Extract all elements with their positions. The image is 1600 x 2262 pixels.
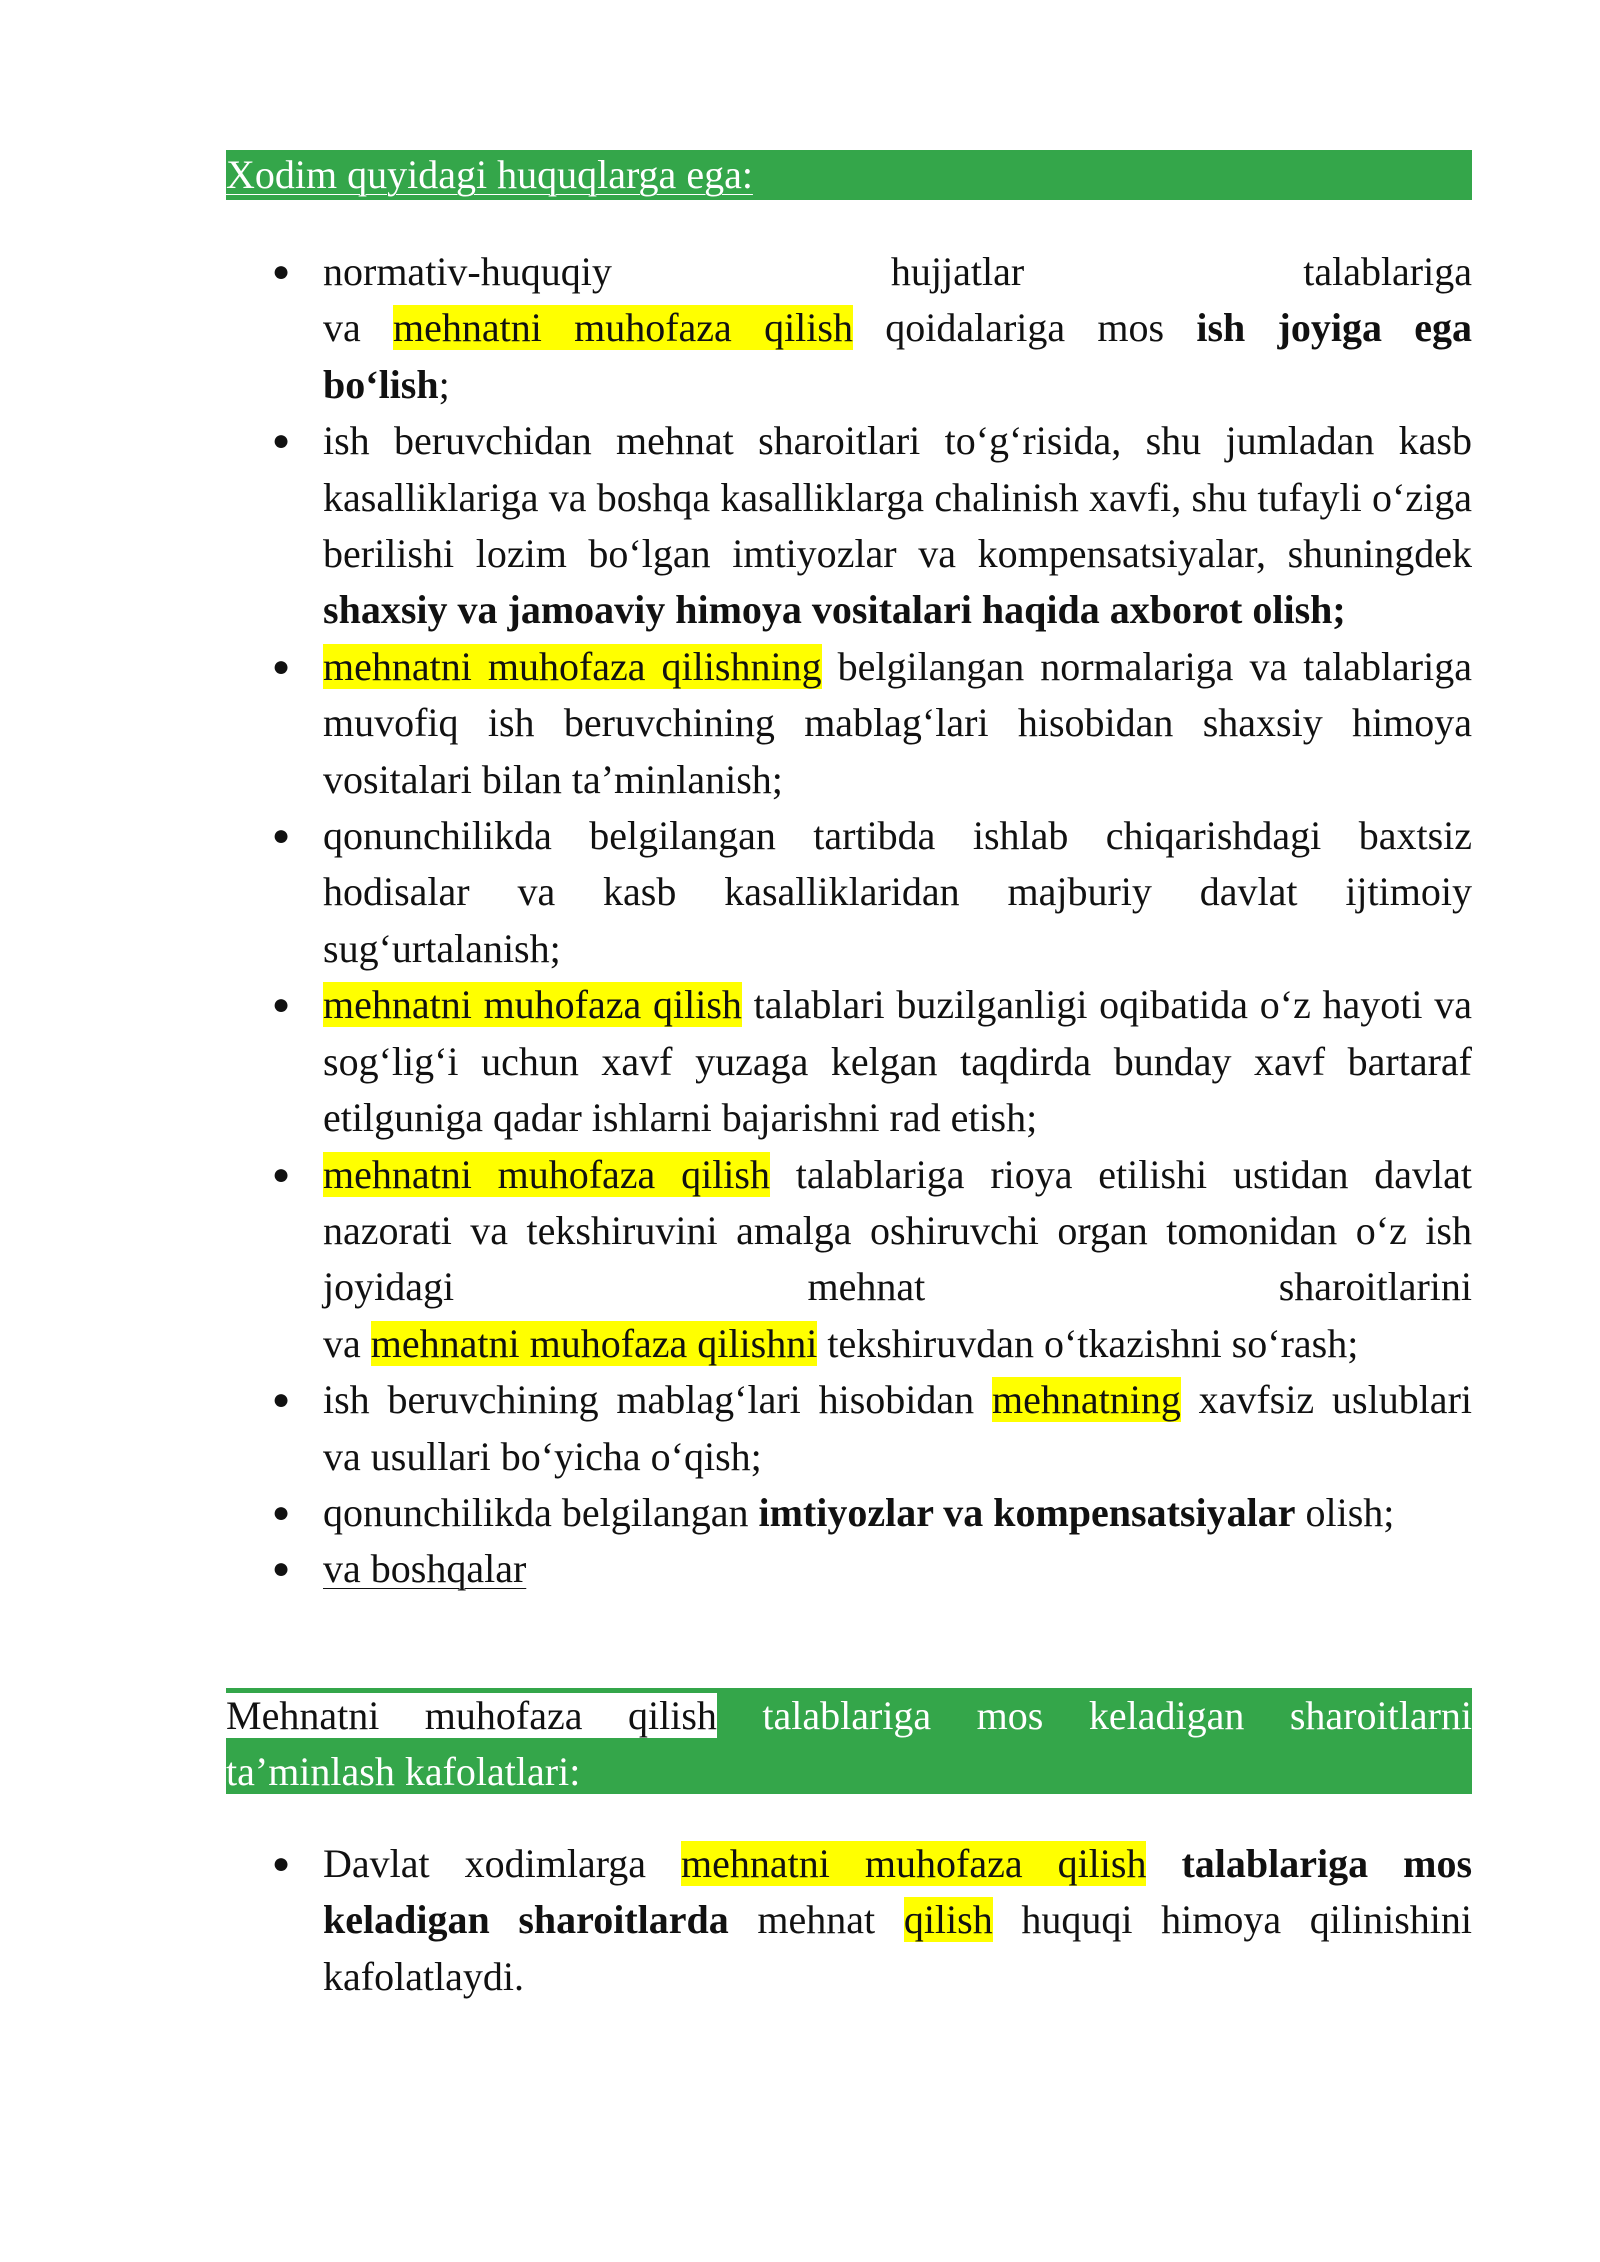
list-item-text: xavfsiz uslublari va usullari bo‘yicha o‘qish; — [323, 1377, 1472, 1479]
list-item — [226, 1372, 1472, 1485]
list-item — [226, 1541, 1472, 1597]
list-item-text: va mehnatni muhofaza qilish qoidalariga mos ish joyiga ega — [323, 305, 1472, 351]
list-item-text: talablariga rioya etilishi ustidan davlat nazorati va tekshiruvini amalga oshiruvchi organ tomonidan o‘z ish joyidagi mehnat sharoitlarini — [323, 1151, 1472, 1310]
list-item-text: normativ-huquqiy hujjatlar talablariga — [323, 249, 1472, 294]
highlighted-term: qilish — [903, 1897, 993, 1943]
list-item — [226, 1147, 1472, 1373]
list-item-text: ish beruvchining mablag‘lari hisobidan — [323, 1377, 992, 1423]
bullet-icon: ● — [272, 1157, 291, 1191]
bullet-icon: ● — [272, 988, 291, 1022]
list-item-text: belgilangan normalariga va talablariga muvofiq ish beruvchining mablag‘lari hisobidan shaxsiy himoya vositalari bilan ta’minlanish; — [323, 643, 1472, 802]
bold-text: imtiyozlar va kompensatsiyalar — [758, 1489, 1296, 1535]
section-heading-text: talablariga mos keladigan sharoitlarni — [716, 1693, 1472, 1738]
list-item — [226, 1836, 1472, 2005]
list-item — [226, 413, 1472, 639]
highlighted-term: mehnatni muhofaza qilish — [323, 1151, 770, 1197]
section-heading-text: Mehnatni muhofaza qilish — [226, 1693, 717, 1738]
list-item-text: Davlat xodimlarga — [323, 1841, 682, 1886]
highlighted-term: mehnatni muhofaza qilish — [393, 305, 853, 351]
list-item-text: mehnat — [728, 1897, 904, 1943]
list-item — [226, 808, 1472, 977]
list-item-text: qonunchilikda belgilangan tartibda ishlab chiqarishdagi baxtsiz hodisalar va kasb kasalliklaridan majburiy davlat ijtimoiy sug‘urtalanish; — [323, 813, 1472, 971]
list-item — [226, 244, 1472, 413]
bullet-icon: ● — [272, 424, 291, 458]
list-item-text: talablari buzilganligi oqibatida o‘z hayoti va sog‘lig‘i uchun xavf yuzaga kelgan taqdirda bunday xavf bartaraf etilguniga qadar ishlarni bajarishni rad etish; — [323, 982, 1473, 1141]
highlighted-term: mehnatni muhofaza qilishning — [323, 643, 822, 689]
section-heading-text: ta’minlash kafolatlari: — [226, 1749, 581, 1794]
list-item — [226, 1485, 1472, 1541]
bold-text: shaxsiy va jamoaviy himoya vositalari haqida axborot olish; — [323, 587, 1346, 633]
underlined-text: va boshqalar — [323, 1546, 527, 1592]
list-item-text: ish beruvchidan mehnat sharoitlari to‘g‘risida, shu jumladan kasb kasalliklariga va boshqa kasalliklarga chalinish xavfi, shu tufayli o‘ziga berilishi lozim bo‘lgan imtiyozlar va kompensatsiyalar, shuningdek — [323, 418, 1472, 577]
section-heading-rights — [226, 150, 1472, 200]
highlighted-term: mehnatni muhofaza qilishni — [370, 1320, 818, 1366]
bullet-icon: ● — [272, 649, 291, 683]
highlighted-term: mehnatni muhofaza qilish — [323, 982, 742, 1028]
list-item-text: olish; — [1295, 1489, 1395, 1535]
bullet-icon: ● — [272, 1847, 291, 1880]
list-item — [226, 977, 1472, 1146]
bullet-icon: ● — [272, 819, 291, 853]
list-item-text: huquqi himoya qilinishini kafolatlaydi. — [323, 1897, 1473, 1999]
bullet-icon: ● — [272, 1383, 291, 1417]
bullet-icon: ● — [272, 255, 291, 288]
list-item-text: bo‘lish; — [323, 361, 450, 407]
highlighted-term: mehnatning — [991, 1377, 1181, 1423]
bullet-icon: ● — [272, 1552, 291, 1586]
bullet-icon: ● — [272, 1495, 291, 1529]
guarantees-list — [226, 1836, 1472, 2005]
rights-list — [226, 244, 1472, 1598]
list-item-text: qonunchilikda belgilangan — [323, 1489, 759, 1535]
bold-text: talablariga mos keladigan sharoitlarda — [323, 1841, 1473, 1943]
list-item — [226, 639, 1472, 808]
highlighted-term: mehnatni muhofaza qilish — [681, 1841, 1147, 1886]
section-heading-guarantees — [226, 1688, 1472, 1794]
section-heading-text: Xodim quyidagi huquqlarga ega: — [226, 152, 753, 197]
list-item-text: va mehnatni muhofaza qilishni tekshiruvdan o‘tkazishni so‘rash; — [323, 1320, 1359, 1366]
